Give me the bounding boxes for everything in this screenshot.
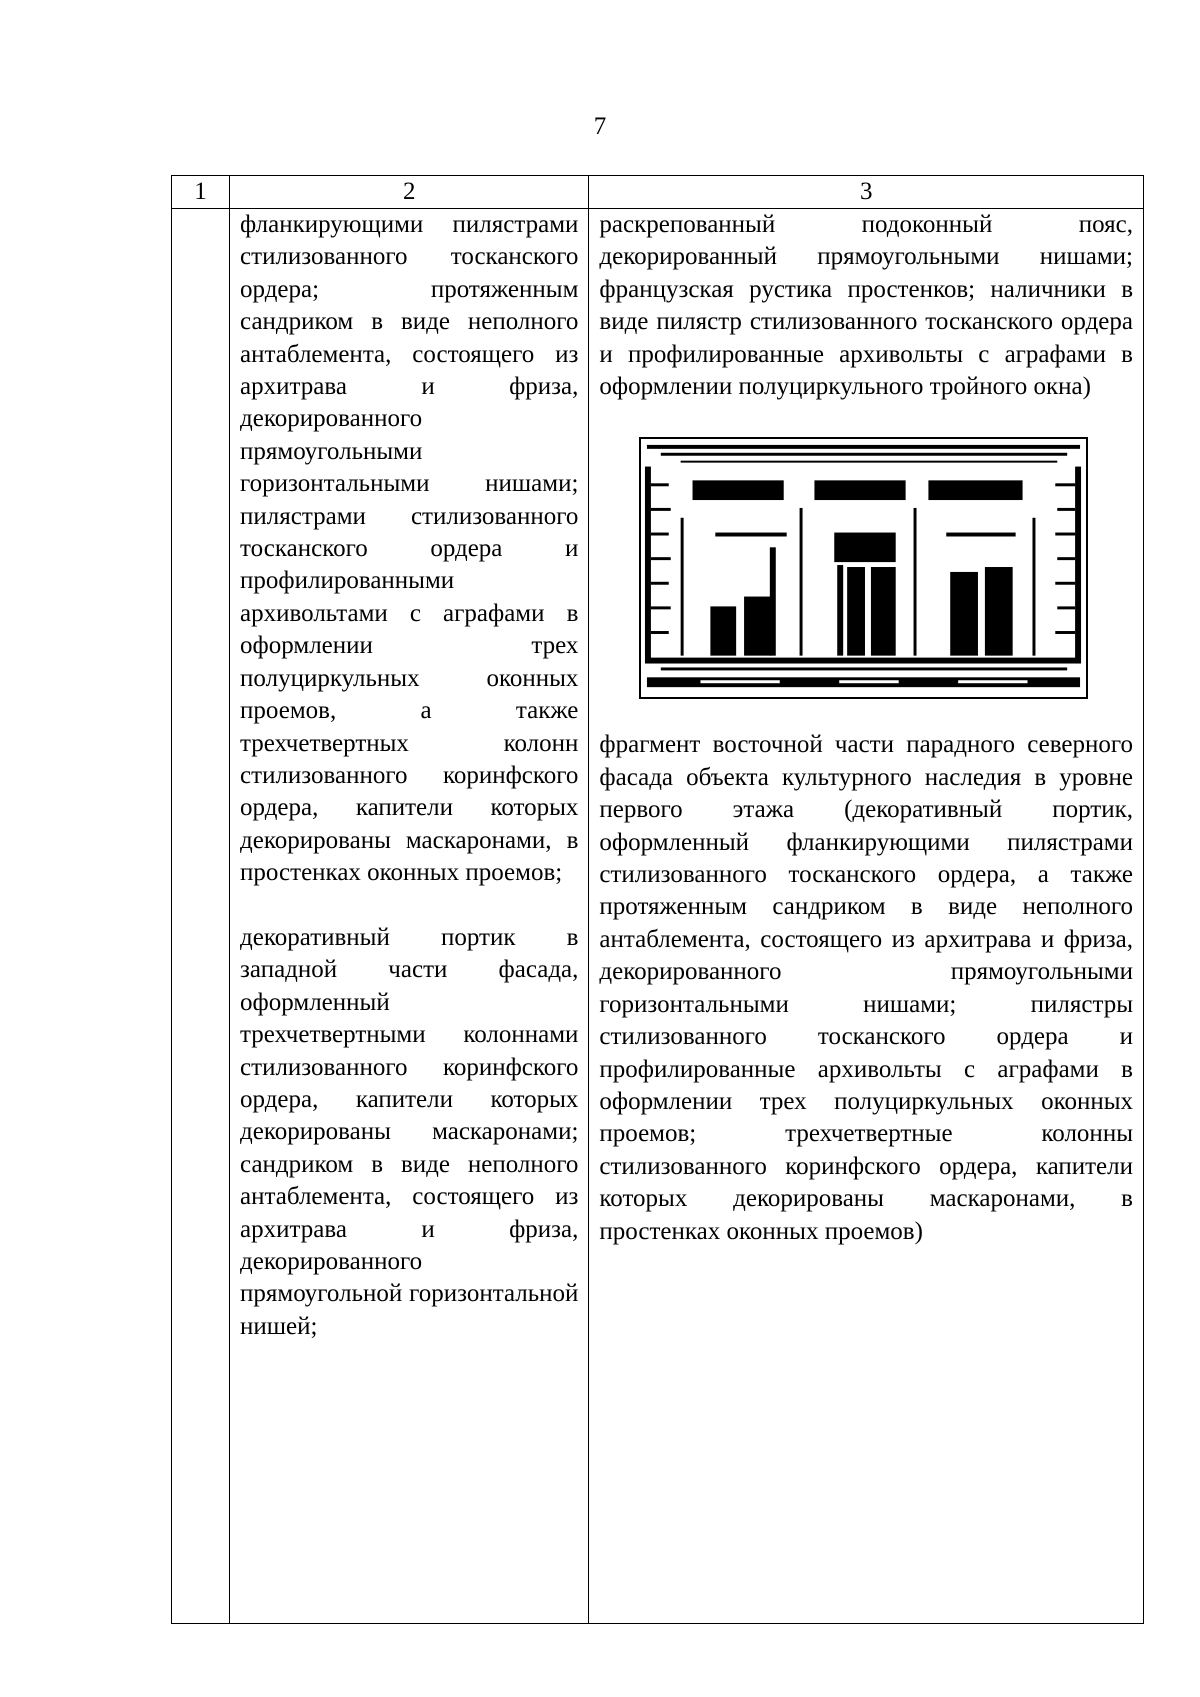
description-paragraph: фланкирующими пилястрами стилизованного тосканского ордера; протяженным сандриком в виде неполного антаблемента, состоящего из архитрава и фриза, декорированного прямоугольными горизонтальными нишами; пилястрами стилизованного тосканского ордера и профилированными архивольтами с аграфами в оформлении трех полуциркульных оконных проемов, а также трехчетвертных колонн стилизованного коринфского ордера, капители которых декорированы маскаронами, в простенках оконных проемов; [240,211,579,887]
table-header-row [172,176,1144,209]
caption-continued: раскрепованный подоконный пояс, декорированный прямоугольными нишами; французская рустика простенков; наличники в виде пилястр стилизованного тосканского ордера и профилированные архивольты с аграфами в оформлении полуциркульного тройного окна) [599,211,1133,401]
header-cell-1: 1 [172,176,230,209]
description-paragraph: декоративный портик в западной части фасада, оформленный трехчетвертными колоннами стилизованного коринфского ордера, капители которых декорированы маскаронами; сандриком в виде неполного антаблемента, состоящего из архитрава и фриза, декорированного прямоугольной горизонтальной нишей; [240,923,579,1340]
cell-illustration [589,209,1144,1624]
table-body-row [172,209,1144,1624]
page-number: 7 [593,113,607,140]
facade-photo-image [641,439,1086,697]
facade-photo [639,437,1088,699]
header-cell-2: 2 [230,176,589,209]
cell-number [172,209,230,1624]
photo-caption: фрагмент восточной части парадного северного фасада объекта культурного наследия в уровне первого этажа (декоративный портик, оформленный фланкирующими пилястрами стилизованного тосканского ордера, а также протяженным сандриком в виде неполного антаблемента, состоящего из архитрава и фриза, декорированного прямоугольными горизонтальными нишами; пилястры стилизованного тосканского ордера и профилированные архивольты с аграфами в оформлении трех полуциркульных оконных проемов; трехчетвертные колонны стилизованного коринфского ордера, капители которых декорированы маскаронами, в простенках оконных проемов) [599,731,1133,1245]
header-cell-3: 3 [589,176,1144,209]
document-table [171,175,1144,1624]
cell-description [230,209,589,1624]
